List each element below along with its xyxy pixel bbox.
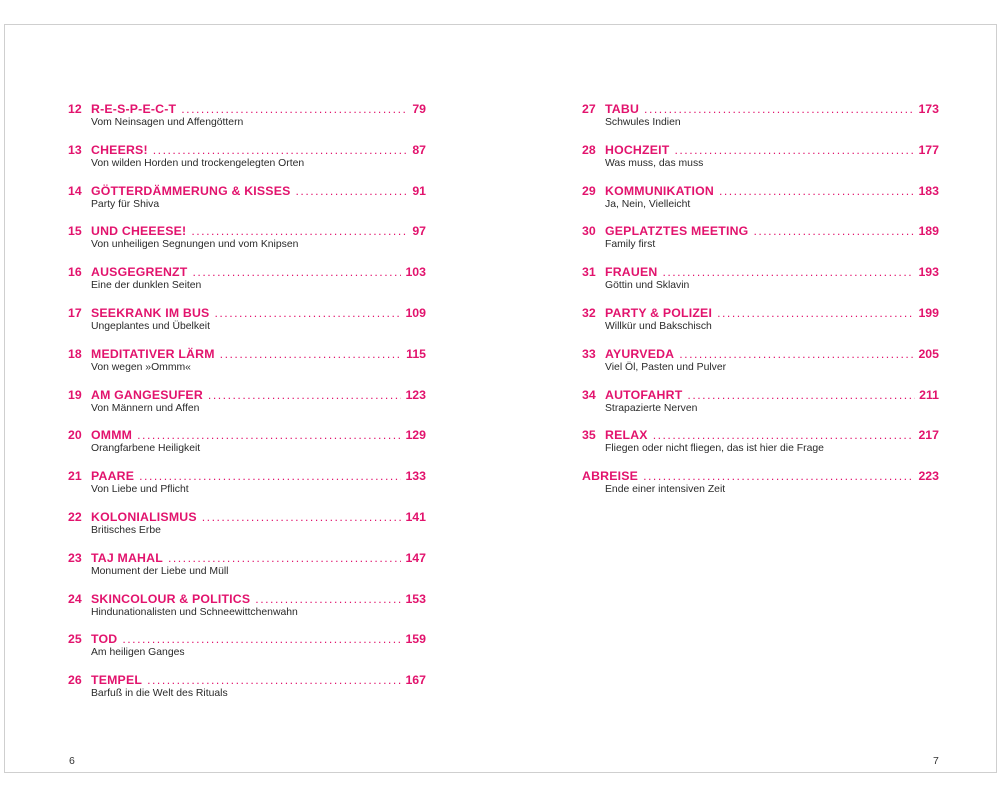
dot-leader [644, 102, 914, 117]
toc-entry[interactable] [582, 143, 939, 184]
toc-entry[interactable] [582, 388, 939, 429]
chapter-subtitle: Was muss, das muss [605, 157, 704, 169]
toc-entry[interactable] [582, 224, 939, 265]
toc-entry[interactable] [68, 551, 426, 592]
dot-leader [719, 184, 915, 199]
chapter-title: AUTOFAHRT [605, 387, 683, 402]
toc-entry[interactable] [582, 347, 939, 388]
dot-leader [139, 469, 401, 484]
chapter-title: HOCHZEIT [605, 142, 670, 157]
chapter-number: 12 [68, 102, 82, 116]
chapter-subtitle: Family first [605, 239, 656, 251]
chapter-title: FRAUEN [605, 265, 658, 280]
chapter-number: 35 [582, 428, 596, 443]
page-number: 177 [918, 142, 939, 157]
toc-entry[interactable] [68, 469, 426, 510]
chapter-subtitle: Ungeplantes und Übelkeit [91, 320, 210, 332]
chapter-number: 23 [68, 550, 82, 565]
page-folio-right: 7 [933, 755, 939, 767]
dot-leader [255, 592, 401, 607]
page-number: 223 [918, 469, 939, 484]
page-number: 193 [918, 265, 939, 280]
dot-leader [202, 510, 402, 525]
chapter-title: AYURVEDA [605, 346, 675, 361]
chapter-title: CHEERS! [91, 142, 148, 157]
chapter-subtitle: Ende einer intensiven Zeit [605, 484, 726, 496]
chapter-number: 21 [68, 469, 82, 484]
chapter-number: 25 [68, 632, 82, 647]
chapter-subtitle: Viel Öl, Pasten und Pulver [605, 361, 727, 373]
chapter-title: SEEKRANK IM BUS [91, 305, 210, 320]
page-number: 205 [918, 346, 939, 361]
chapter-subtitle: Hindunationalisten und Schneewittchenwahn [91, 606, 298, 618]
page-number: 211 [919, 387, 939, 402]
page-number: 153 [405, 591, 426, 606]
chapter-number: 31 [582, 265, 596, 280]
page-number: 173 [918, 102, 939, 116]
toc-entry[interactable] [582, 428, 939, 469]
chapter-subtitle: Ja, Nein, Vielleicht [605, 198, 691, 210]
page-number: 91 [412, 183, 426, 198]
chapter-subtitle: Von unheiligen Segnungen und vom Knipsen [91, 239, 299, 251]
chapter-subtitle: Eine der dunklen Seiten [91, 280, 202, 292]
chapter-number: 34 [582, 387, 596, 402]
chapter-number: 32 [582, 305, 596, 320]
page-number: 115 [406, 346, 426, 361]
chapter-title: TEMPEL [91, 673, 143, 688]
chapter-number: 29 [582, 183, 596, 198]
dot-leader [674, 143, 914, 158]
toc-entry[interactable] [68, 184, 426, 225]
chapter-number: 33 [582, 346, 596, 361]
toc-entry[interactable] [68, 347, 426, 388]
book-spread [4, 24, 997, 773]
chapter-title: PAARE [91, 469, 135, 484]
chapter-title: AUSGEGRENZT [91, 265, 188, 280]
chapter-title: KOLONIALISMUS [91, 509, 197, 524]
toc-left-column [68, 102, 426, 714]
toc-entry[interactable] [68, 428, 426, 469]
page-number: 183 [918, 183, 939, 198]
chapter-title: OMMM [91, 428, 133, 443]
chapter-title: TOD [91, 632, 118, 647]
chapter-title: AM GANGESUFER [91, 387, 203, 402]
dot-leader [753, 224, 914, 239]
page-number: 189 [918, 224, 939, 239]
dot-leader [153, 143, 409, 158]
page-number: 123 [405, 387, 426, 402]
dot-leader [220, 347, 403, 362]
chapter-number: 26 [68, 673, 82, 688]
dot-leader [208, 388, 402, 403]
chapter-number: 24 [68, 591, 82, 606]
chapter-title: MEDITATIVER LÄRM [91, 346, 215, 361]
page-number: 87 [412, 142, 426, 157]
page-number: 199 [918, 305, 939, 320]
toc-entry[interactable] [68, 265, 426, 306]
toc-entry[interactable] [68, 143, 426, 184]
toc-entry[interactable] [582, 306, 939, 347]
page-number: 141 [405, 509, 426, 524]
chapter-number: 30 [582, 224, 596, 239]
chapter-number: 22 [68, 509, 82, 524]
toc-right-column [582, 102, 939, 510]
chapter-title: PARTY & POLIZEI [605, 305, 713, 320]
page-folio-left: 6 [69, 755, 75, 767]
page-number: 147 [405, 550, 426, 565]
dot-leader [191, 224, 408, 239]
toc-entry[interactable] [68, 673, 426, 714]
dot-leader [147, 673, 401, 688]
chapter-subtitle: Göttin und Sklavin [605, 280, 690, 292]
dot-leader [662, 265, 914, 280]
page-number: 217 [918, 428, 939, 443]
chapter-subtitle: Vom Neinsagen und Affengöttern [91, 117, 244, 128]
toc-entry[interactable] [68, 306, 426, 347]
dot-leader [643, 469, 914, 484]
dot-leader [687, 388, 915, 403]
dot-leader [679, 347, 914, 362]
chapter-title: GÖTTERDÄMMERUNG & KISSES [91, 183, 291, 198]
chapter-subtitle: Strapazierte Nerven [605, 402, 698, 414]
page-number: 79 [412, 102, 426, 116]
dot-leader [296, 184, 409, 199]
chapter-number: 27 [582, 102, 596, 116]
chapter-subtitle: Schwules Indien [605, 117, 681, 128]
toc-entry[interactable] [68, 224, 426, 265]
chapter-subtitle: Britisches Erbe [91, 524, 161, 536]
page-number: 97 [412, 224, 426, 239]
chapter-number: 28 [582, 142, 596, 157]
chapter-subtitle: Fliegen oder nicht fliegen, das ist hier die Frage [605, 443, 824, 455]
chapter-number: 18 [68, 346, 82, 361]
chapter-subtitle: Orangfarbene Heiligkeit [91, 443, 201, 455]
dot-leader [717, 306, 914, 321]
chapter-subtitle: Willkür und Bakschisch [605, 320, 712, 332]
chapter-subtitle: Von wilden Horden und trockengelegten Orten [91, 157, 305, 169]
toc-entry[interactable] [68, 102, 426, 143]
chapter-number: 14 [68, 183, 82, 198]
chapter-title: RELAX [605, 428, 648, 443]
toc-entry[interactable] [68, 592, 426, 633]
page-number: 103 [405, 265, 426, 280]
page-number: 133 [405, 469, 426, 484]
chapter-title: ABREISE [582, 469, 639, 484]
dot-leader [137, 428, 401, 443]
dot-leader [168, 551, 402, 566]
chapter-number: 16 [68, 265, 82, 280]
chapter-subtitle: Von wegen »Ommm« [91, 361, 191, 373]
chapter-title: SKINCOLOUR & POLITICS [91, 591, 251, 606]
dot-leader [214, 306, 401, 321]
dot-leader [122, 632, 401, 647]
page-number: 159 [405, 632, 426, 647]
chapter-subtitle: Am heiligen Ganges [91, 647, 185, 659]
chapter-title: TAJ MAHAL [91, 550, 163, 565]
chapter-subtitle: Von Männern und Affen [91, 402, 200, 414]
chapter-number: 13 [68, 142, 82, 157]
chapter-subtitle: Monument der Liebe und Müll [91, 565, 229, 577]
page-number: 167 [405, 673, 426, 688]
toc-entry[interactable] [582, 184, 939, 225]
dot-leader [181, 102, 408, 117]
toc-entry[interactable] [68, 388, 426, 429]
chapter-number: 17 [68, 305, 82, 320]
dot-leader [192, 265, 401, 280]
chapter-subtitle: Barfuß in die Welt des Rituals [91, 688, 228, 700]
chapter-subtitle: Party für Shiva [91, 198, 160, 210]
chapter-subtitle: Von Liebe und Pflicht [91, 484, 189, 496]
chapter-title: TABU [605, 102, 640, 116]
chapter-number: 19 [68, 387, 82, 402]
toc-entry[interactable] [582, 469, 939, 510]
chapter-title: UND CHEEESE! [91, 224, 187, 239]
toc-entry[interactable] [582, 265, 939, 306]
chapter-title: R-E-S-P-E-C-T [91, 102, 177, 116]
chapter-number: 15 [68, 224, 82, 239]
chapter-title: KOMMUNIKATION [605, 183, 714, 198]
toc-entry[interactable] [68, 510, 426, 551]
dot-leader [653, 428, 915, 443]
toc-entry[interactable] [582, 102, 939, 143]
page-number: 129 [405, 428, 426, 443]
page-number: 109 [405, 305, 426, 320]
chapter-title: GEPLATZTES MEETING [605, 224, 749, 239]
toc-entry[interactable] [68, 632, 426, 673]
chapter-number: 20 [68, 428, 82, 443]
